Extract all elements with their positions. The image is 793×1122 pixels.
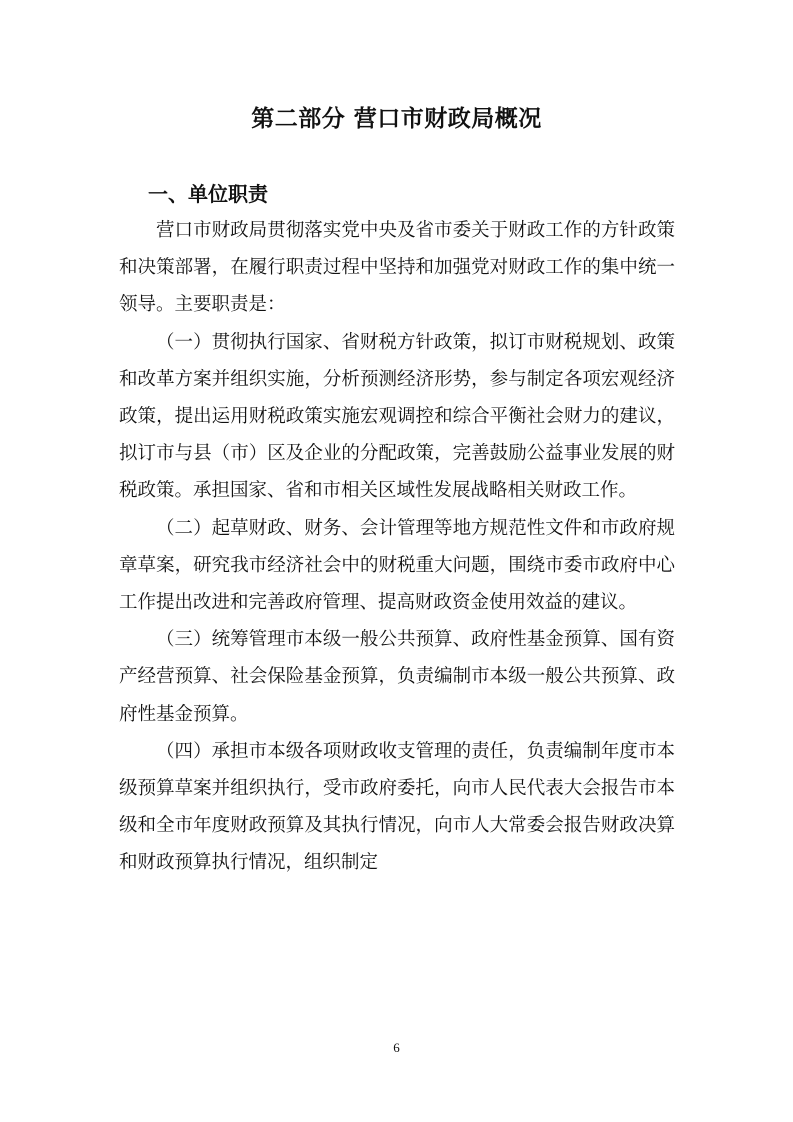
page-title: 第二部分 营口市财政局概况 — [251, 106, 542, 132]
section-heading: 一、单位职责 — [148, 182, 268, 206]
page-number: 6 — [393, 1040, 400, 1055]
body-text — [119, 212, 675, 882]
paragraph-duty-3: （三）统筹管理市本级一般公共预算、政府性基金预算、国有资产经营预算、社会保险基金预算，负责编制市本级一般公共预算、政府性基金预算。 — [119, 629, 675, 725]
paragraph-intro: 营口市财政局贯彻落实党中央及省市委关于财政工作的方针政策和决策部署，在履行职责过程中坚持和加强党对财政工作的集中统一领导。主要职责是： — [119, 220, 675, 316]
paragraph-duty-2: （二）起草财政、财务、会计管理等地方规范性文件和市政府规章草案，研究我市经济社会中的财税重大问题，围绕市委市政府中心工作提出改进和完善政府管理、提高财政资金使用效益的建议。 — [119, 517, 675, 614]
paragraph-duty-4: （四）承担市本级各项财政收支管理的责任，负责编制年度市本级预算草案并组织执行，受市政府委托，向市人民代表大会报告市本级和全市年度财政预算及其执行情况，向市人大常委会报告财政决算和财政预算执行情况，组织制定 — [119, 740, 675, 874]
paragraph-duty-1: （一）贯彻执行国家、省财税方针政策，拟订市财税规划、政策和改革方案并组织实施，分析预测经济形势，参与制定各项宏观经济政策，提出运用财税政策实施宏观调控和综合平衡社会财力的建议，拟订市与县（市）区及企业的分配政策，完善鼓励公益事业发展的财税政策。承担国家、省和市相关区域性发展战略相关财政工作。 — [119, 331, 675, 502]
